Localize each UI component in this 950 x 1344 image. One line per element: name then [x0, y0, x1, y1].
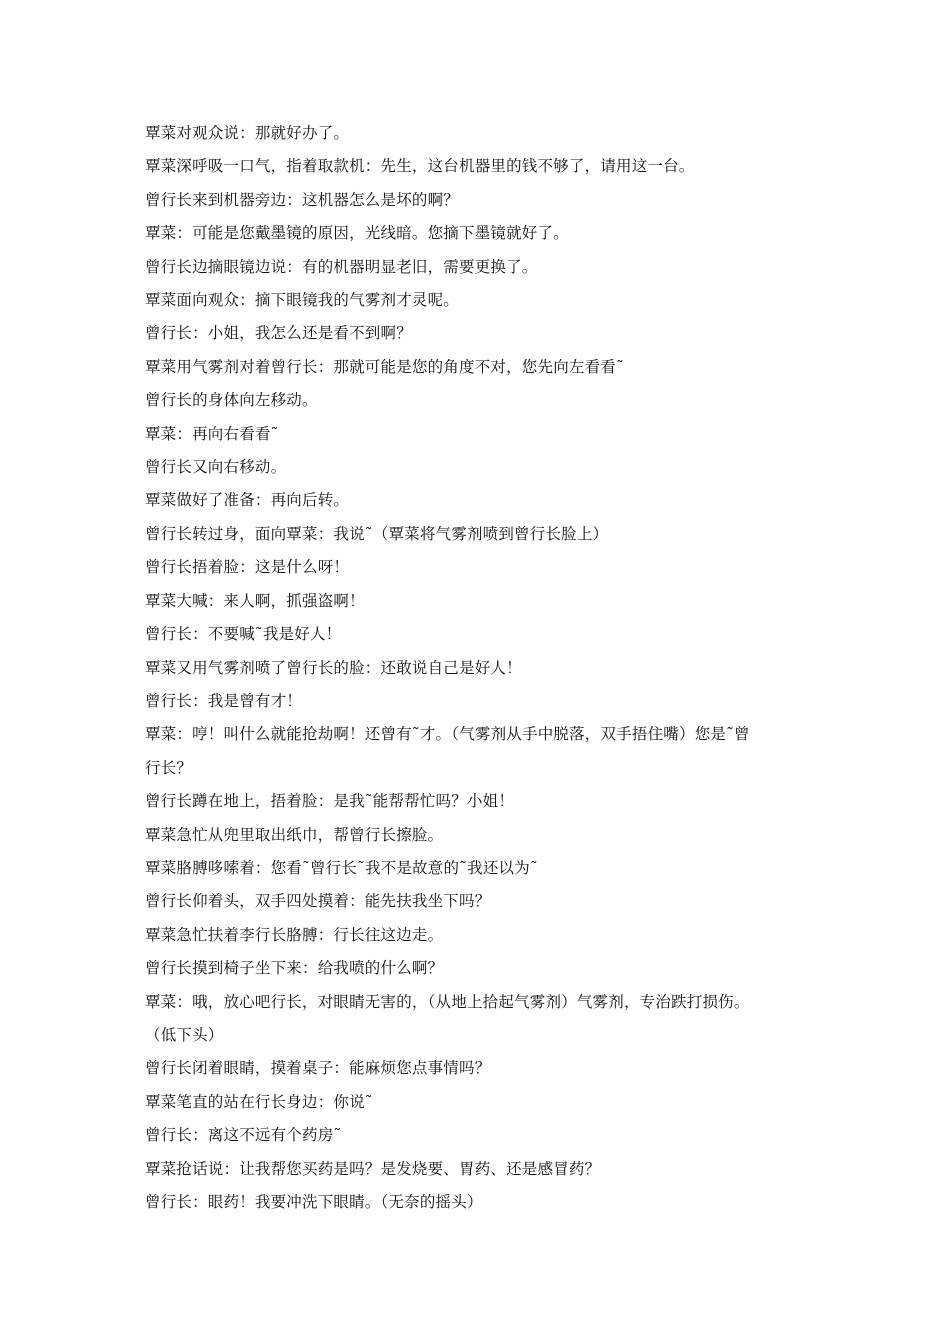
text-line: 曾行长蹲在地上，捂着脸：是我˜能帮帮忙吗？小姐！ — [145, 792, 515, 811]
text-line: 曾行长又向右移动。 — [145, 458, 287, 477]
text-line: 曾行长：小姐，我怎么还是看不到啊？ — [145, 324, 412, 343]
text-line: 曾行长闭着眼睛，摸着桌子：能麻烦您点事情吗？ — [145, 1059, 491, 1078]
text-line: 曾行长：离这不远有个药房˜ — [145, 1126, 342, 1145]
text-line: 曾行长仰着头，双手四处摸着：能先扶我坐下吗？ — [145, 892, 491, 911]
text-line: 覃菜面向观众：摘下眼镜我的气雾剂才灵呢。 — [145, 291, 460, 310]
text-line: 覃菜急忙从兜里取出纸巾，帮曾行长擦脸。 — [145, 825, 444, 844]
text-line: 覃菜用气雾剂对着曾行长：那就可能是您的角度不对，您先向左看看˜ — [145, 357, 624, 376]
text-line: 曾行长捂着脸：这是什么呀！ — [145, 558, 350, 577]
text-line: 覃菜深呼吸一口气，指着取款机：先生，这台机器里的钱不够了，请用这一台。 — [145, 157, 695, 176]
text-line: 曾行长：不要喊˜我是好人！ — [145, 625, 342, 644]
text-line: 覃菜：可能是您戴墨镜的原因，光线暗。您摘下墨镜就好了。 — [145, 224, 569, 243]
text-line: 曾行长边摘眼镜边说：有的机器明显老旧，需要更换了。 — [145, 257, 538, 276]
text-line: 覃菜对观众说：那就好办了。 — [145, 124, 350, 142]
text-line: 覃菜抢话说：让我帮您买药是吗？是发烧要、胃药、还是感冒药？ — [145, 1159, 601, 1178]
text-line: 覃菜大喊：来人啊，抓强盗啊！ — [145, 591, 365, 610]
text-line: 覃菜：哦，放心吧行长，对眼睛无害的，（从地上拾起气雾剂）气雾剂，专治跌打损伤。 — [145, 992, 750, 1011]
text-line: 曾行长：眼药！我要冲洗下眼睛。（无奈的摇头） — [145, 1193, 483, 1211]
text-line: 曾行长：我是曾有才！ — [145, 691, 303, 710]
text-line: 覃菜胳膊哆嗦着：您看˜曾行长˜我不是故意的˜我还以为˜ — [145, 858, 538, 877]
text-line: 覃菜笔直的站在行长身边：你说˜ — [145, 1092, 373, 1111]
text-line: 覃菜：哼！叫什么就能抢劫啊！还曾有˜才。（气雾剂从手中脱落，双手捂住嘴）您是˜曾 — [145, 725, 750, 744]
text-line: 行长？ — [145, 758, 193, 777]
text-line: 曾行长的身体向左移动。 — [145, 391, 318, 410]
text-line: 覃菜做好了准备：再向后转。 — [145, 491, 350, 510]
text-line: 覃菜又用气雾剂喷了曾行长的脸：还敢说自己是好人！ — [145, 658, 522, 677]
text-line: （低下头） — [145, 1025, 224, 1044]
text-line: 曾行长转过身，面向覃菜：我说˜（覃菜将气雾剂喷到曾行长脸上） — [145, 524, 609, 543]
text-line: 曾行长摸到椅子坐下来：给我喷的什么啊？ — [145, 959, 444, 978]
text-line: 覃菜急忙扶着李行长胳膊：行长往这边走。 — [145, 925, 444, 944]
script-text-body — [145, 117, 825, 1219]
text-line: 曾行长来到机器旁边：这机器怎么是坏的啊？ — [145, 190, 460, 209]
text-line: 覃菜：再向右看看˜ — [145, 424, 279, 443]
